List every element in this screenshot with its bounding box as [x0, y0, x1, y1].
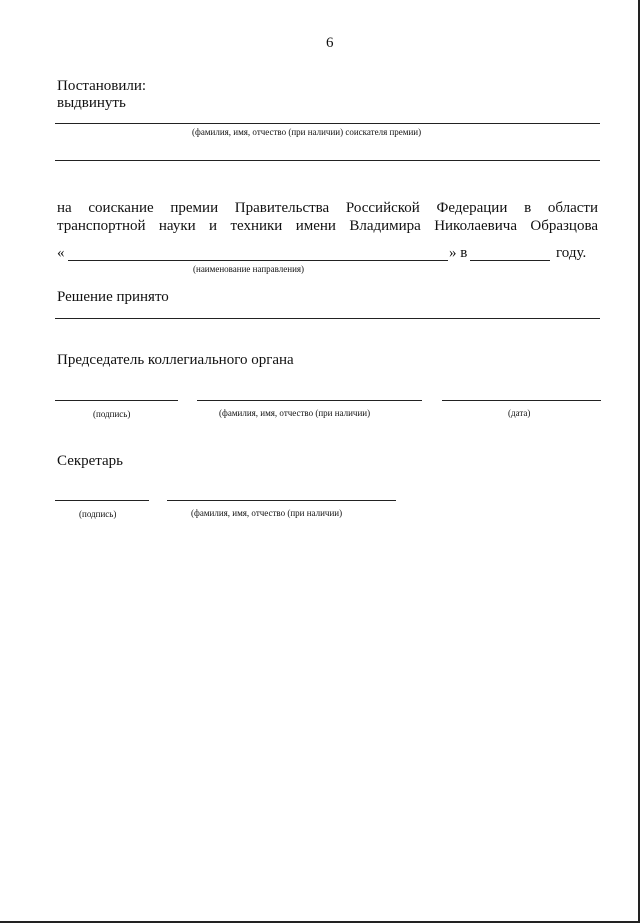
- direction-caption: (наименование направления): [193, 264, 305, 274]
- direction-line: [68, 260, 448, 261]
- decision-label: Решение принято: [57, 289, 169, 305]
- decision-line: [55, 318, 600, 319]
- paragraph-line-1: на соискание премии Правительства Российской Федерации в области: [57, 200, 598, 216]
- year-line: [470, 260, 550, 261]
- year-label: году.: [556, 245, 587, 261]
- quote-close-in: » в: [449, 245, 468, 261]
- chairman-name-caption: (фамилия, имя, отчество (при наличии): [219, 408, 371, 418]
- applicant-second-line: [55, 160, 600, 161]
- quote-open: «: [57, 245, 65, 261]
- paragraph-line-2: транспортной науки и техники имени Владимира Николаевича Образцова: [57, 218, 598, 234]
- chairman-date-line: [442, 400, 601, 401]
- chairman-name-line: [197, 400, 422, 401]
- chairman-signature-caption: (подпись): [93, 409, 131, 419]
- applicant-name-line: [55, 123, 600, 124]
- chairman-label: Председатель коллегиального органа: [57, 352, 294, 368]
- secretary-signature-line: [55, 500, 149, 501]
- chairman-signature-line: [55, 400, 178, 401]
- secretary-signature-caption: (подпись): [79, 509, 117, 519]
- applicant-caption: (фамилия, имя, отчество (при наличии) соискателя премии): [192, 127, 422, 137]
- secretary-name-line: [167, 500, 396, 501]
- page-number: 6: [326, 35, 334, 51]
- secretary-name-caption: (фамилия, имя, отчество (при наличии): [191, 508, 343, 518]
- chairman-date-caption: (дата): [508, 408, 531, 418]
- nominate-label: выдвинуть: [57, 95, 126, 111]
- secretary-label: Секретарь: [57, 453, 124, 469]
- resolved-label: Постановили:: [57, 78, 147, 94]
